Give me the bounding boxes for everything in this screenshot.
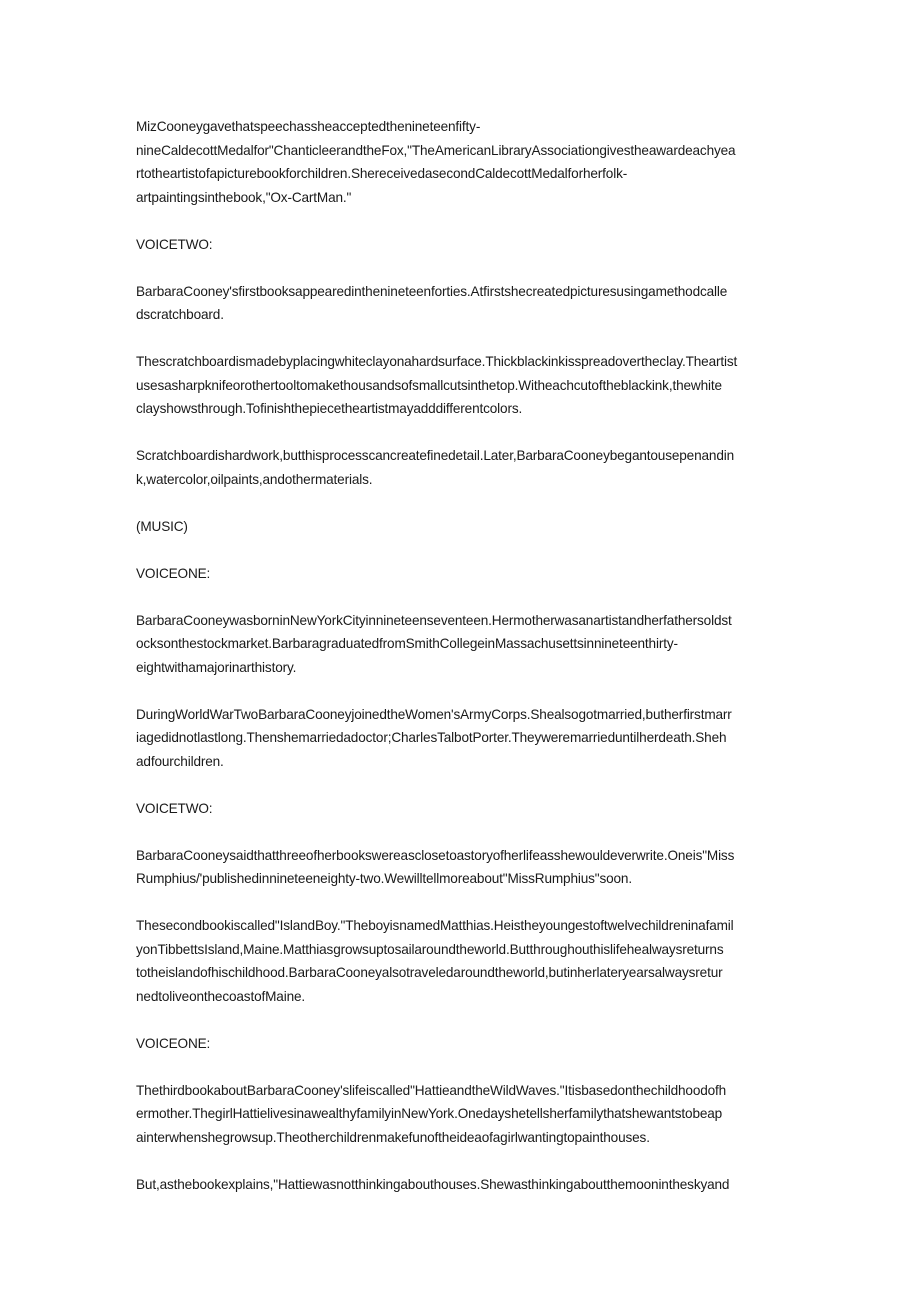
speaker-label <box>136 233 784 257</box>
text-line: (MUSIC) <box>136 518 188 534</box>
text-line: VOICEONE: <box>136 565 211 581</box>
paragraph <box>136 350 784 421</box>
text-line: dscratchboard. <box>136 307 224 322</box>
document-body <box>136 115 784 1220</box>
paragraph <box>136 280 784 327</box>
text-line: artpaintingsinthebook,"Ox-CartMan." <box>136 189 352 205</box>
speaker-label <box>136 1032 784 1056</box>
text-line: rtotheartistofapicturebookforchildren.ShereceivedasecondCaldecottMedalforherfolk- <box>136 166 628 181</box>
text-line: MizCooneygavethatspeechassheacceptedthenineteenfifty- <box>136 119 481 134</box>
paragraph <box>136 1079 784 1150</box>
stage-cue <box>136 515 784 539</box>
speaker-label <box>136 797 784 821</box>
text-line: ThethirdbookaboutBarbaraCooney'slifeiscalled"HattieandtheWildWaves."Itisbasedonthechildhoodofh <box>136 1082 727 1098</box>
text-line: ainterwhenshegrowsup.Theotherchildrenmakefunoftheideaofagirlwantingtopainthouses. <box>136 1129 650 1145</box>
paragraph <box>136 444 784 491</box>
text-line: ocksonthestockmarket.BarbaragraduatedfromSmithCollegeinMassachusettsinnineteenthirty- <box>136 636 678 651</box>
text-line: DuringWorldWarTwoBarbaraCooneyjoinedtheWomen'sArmyCorps.Shealsogotmarried,butherfirstmarr <box>136 706 732 722</box>
paragraph <box>136 844 784 891</box>
text-line: k,watercolor,oilpaints,andothermaterials. <box>136 471 373 487</box>
text-line: nedtoliveonthecoastofMaine. <box>136 988 306 1004</box>
text-line: eightwithamajorinarthistory. <box>136 659 297 675</box>
text-line: VOICEONE: <box>136 1035 211 1051</box>
text-line: nineCaldecottMedalfor"ChanticleerandtheFox,"TheAmericanLibraryAssociationgivestheawardeachyea <box>136 142 736 158</box>
text-line: Thesecondbookiscalled"IslandBoy."TheboyisnamedMatthias.Heistheyoungestoftwelvechildreninafamil <box>136 918 734 933</box>
text-line: VOICETWO: <box>136 800 213 816</box>
text-line: yonTibbettsIsland,Maine.Matthiasgrowsuptosailaroundtheworld.Butthroughouthislifehealwaysreturns <box>136 941 724 957</box>
text-line: adfourchildren. <box>136 753 224 769</box>
text-line: BarbaraCooney'sfirstbooksappearedinthenineteenforties.Atfirstshecreatedpicturesusingamethodcalle <box>136 283 728 299</box>
text-line: Scratchboardishardwork,butthisprocesscancreatefinedetail.Later,BarbaraCooneybegantousepenandin <box>136 448 735 463</box>
paragraph <box>136 115 784 209</box>
text-line: BarbaraCooneywasborninNewYorkCityinnineteenseventeen.Hermotherwasanartistandherfathersoldst <box>136 612 732 628</box>
text-line: clayshowsthrough.Tofinishthepiecetheartistmayadddifferentcolors. <box>136 401 523 416</box>
paragraph <box>136 703 784 774</box>
text-line: VOICETWO: <box>136 236 213 252</box>
text-line: BarbaraCooneysaidthatthreeofherbookswereasclosetoastoryofherlifeasshewouldeverwrite.Oneis"Miss <box>136 847 735 863</box>
text-line: ermother.ThegirlHattielivesinawealthyfamilyinNewYork.Onedayshetellsherfamilythatshewantstobeap <box>136 1106 723 1121</box>
text-line: Thescratchboardismadebyplacingwhiteclayonahardsurface.Thickblackinkisspreadovertheclay.Theartist <box>136 354 738 369</box>
paragraph <box>136 914 784 1008</box>
text-line: usesasharpknifeorothertooltomakethousandsofsmallcutsinthetop.Witheachcutoftheblackink,thewhite <box>136 377 722 393</box>
text-line: iagedidnotlastlong.Thenshemarriedadoctor;CharlesTalbotPorter.Theyweremarrieduntilherdeath.Sheh <box>136 730 727 745</box>
paragraph <box>136 609 784 680</box>
speaker-label <box>136 562 784 586</box>
text-line: But,asthebookexplains,"Hattiewasnotthinkingabouthouses.Shewasthinkingaboutthemoonintheskyand <box>136 1176 730 1192</box>
text-line: totheislandofhischildhood.BarbaraCooneyalsotraveledaroundtheworld,butinherlateryearsalwaysretur <box>136 965 723 980</box>
text-line: Rumphius/'publishedinnineteeneighty-two.Wewilltellmoreabout"MissRumphius"soon. <box>136 871 632 886</box>
paragraph <box>136 1173 784 1197</box>
